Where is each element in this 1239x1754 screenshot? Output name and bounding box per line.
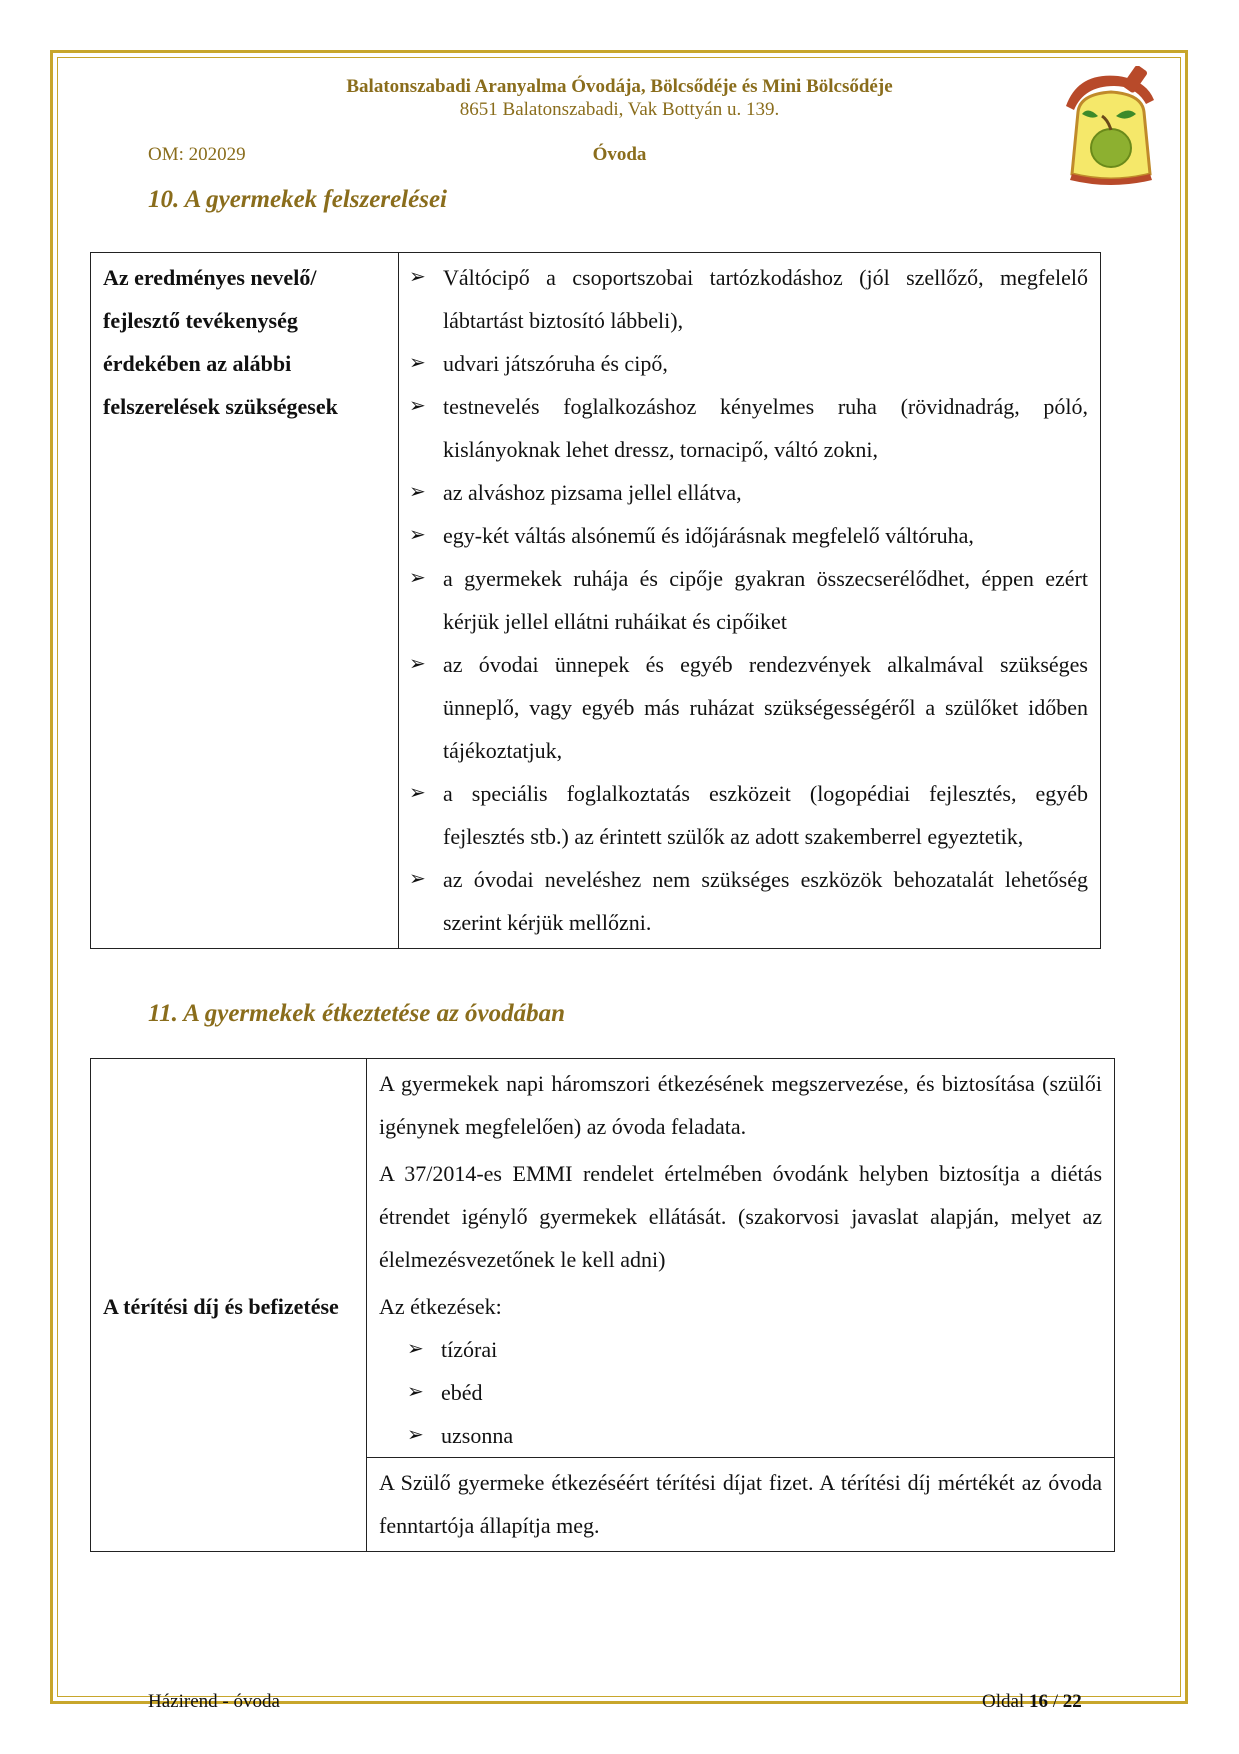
meals-table: [90, 1058, 1115, 1552]
arrow-bullet-icon: ➢: [409, 352, 426, 374]
unit-label: Óvoda: [592, 144, 647, 165]
arrow-bullet-icon: ➢: [409, 782, 426, 804]
footer-document-name: Házirend - óvoda: [148, 1691, 280, 1712]
arrow-bullet-icon: ➢: [409, 653, 426, 675]
list-item: ➢ Váltócipő a csoportszobai tartózkodáshoz (jól szellőző, megfelelő lábtartást biztosító lábbeli),: [409, 256, 1088, 342]
arrow-bullet-icon: ➢: [407, 1424, 424, 1446]
list-item: ➢ az óvodai neveléshez nem szükséges eszközök behozatalát lehetőség szerint kérjük mellőzni.: [409, 858, 1088, 944]
meals-info-cell: [367, 1059, 1115, 1458]
equipment-table: [90, 252, 1101, 949]
section-10-title: 10. A gyermekek felszerelései: [148, 186, 447, 213]
section-11-title: 11. A gyermekek étkeztetése az óvodában: [148, 1000, 566, 1027]
arrow-bullet-icon: ➢: [407, 1338, 424, 1360]
om-number: OM: 202029: [148, 144, 246, 165]
arrow-bullet-icon: ➢: [409, 868, 426, 890]
equipment-list: [399, 253, 1100, 948]
footer-page-number: Oldal 16 / 22: [982, 1691, 1082, 1712]
arrow-bullet-icon: ➢: [407, 1381, 424, 1403]
arrow-bullet-icon: ➢: [409, 266, 426, 288]
arrow-bullet-icon: ➢: [409, 481, 426, 503]
list-item: ➢ a speciális foglalkoztatás eszközeit (logopédiai fejlesztés, egyéb fejlesztés stb.) az érintett szülők az adott szakemberrel egyeztetik,: [409, 772, 1088, 858]
org-address: 8651 Balatonszabadi, Vak Bottyán u. 139.: [459, 99, 780, 120]
list-item: ➢ testnevelés foglalkozáshoz kényelmes ruha (rövidnadrág, póló, kislányoknak lehet dressz, tornacipő, váltó zokni,: [409, 385, 1088, 471]
meals-fee-cell: [367, 1458, 1115, 1552]
list-item: ➢ ebéd: [407, 1371, 1114, 1414]
meals-list: [367, 1328, 1114, 1457]
arrow-bullet-icon: ➢: [409, 567, 426, 589]
equipment-left-label: Az eredményes nevelő/ fejlesztő tevékenység érdekében az alábbi felszerelések szükségesek: [91, 253, 399, 949]
list-item: ➢ udvari játszóruha és cipő,: [409, 342, 1088, 385]
list-item: ➢ a gyermekek ruhája és cipője gyakran összecserélődhet, éppen ezért kérjük jellel ellátni ruháikat és cipőiket: [409, 557, 1088, 643]
list-item: ➢ tízórai: [407, 1328, 1114, 1371]
apple-bell-logo-icon: [1058, 66, 1164, 188]
arrow-bullet-icon: ➢: [409, 395, 426, 417]
list-item: ➢ uzsonna: [407, 1414, 1114, 1457]
meals-left-label: A térítési díj és befizetése: [91, 1059, 367, 1552]
meals-paragraph-2: A 37/2014-es EMMI rendelet értelmében óvodánk helyben biztosítja a diétás étrendet igénylő gyermekek ellátását. (szakorvosi javaslat alapján, melyet az élelmezésvezetőnek le kell adni): [379, 1161, 1102, 1272]
meals-paragraph-3: Az étkezések:: [379, 1294, 502, 1319]
org-name: Balatonszabadi Aranyalma Óvodája, Bölcsődéje és Mini Bölcsődéje: [346, 76, 893, 97]
list-item: ➢ az óvodai ünnepek és egyéb rendezvények alkalmával szükséges ünneplő, vagy egyéb más ruházat szükségességéről a szülőket időben tájékoztatjuk,: [409, 643, 1088, 772]
meals-paragraph-1: A gyermekek napi háromszori étkezésének megszervezése, és biztosítása (szülői igénynek megfelelően) az óvoda feladata.: [379, 1071, 1102, 1139]
meals-paragraph-4: A Szülő gyermeke étkezéséért térítési díjat fizet. A térítési díj mértékét az óvoda fenntartója állapítja meg.: [379, 1470, 1102, 1538]
list-item: ➢ egy-két váltás alsónemű és időjárásnak megfelelő váltóruha,: [409, 514, 1088, 557]
list-item: ➢ az alváshoz pizsama jellel ellátva,: [409, 471, 1088, 514]
arrow-bullet-icon: ➢: [409, 524, 426, 546]
equipment-list-cell: [399, 253, 1101, 949]
